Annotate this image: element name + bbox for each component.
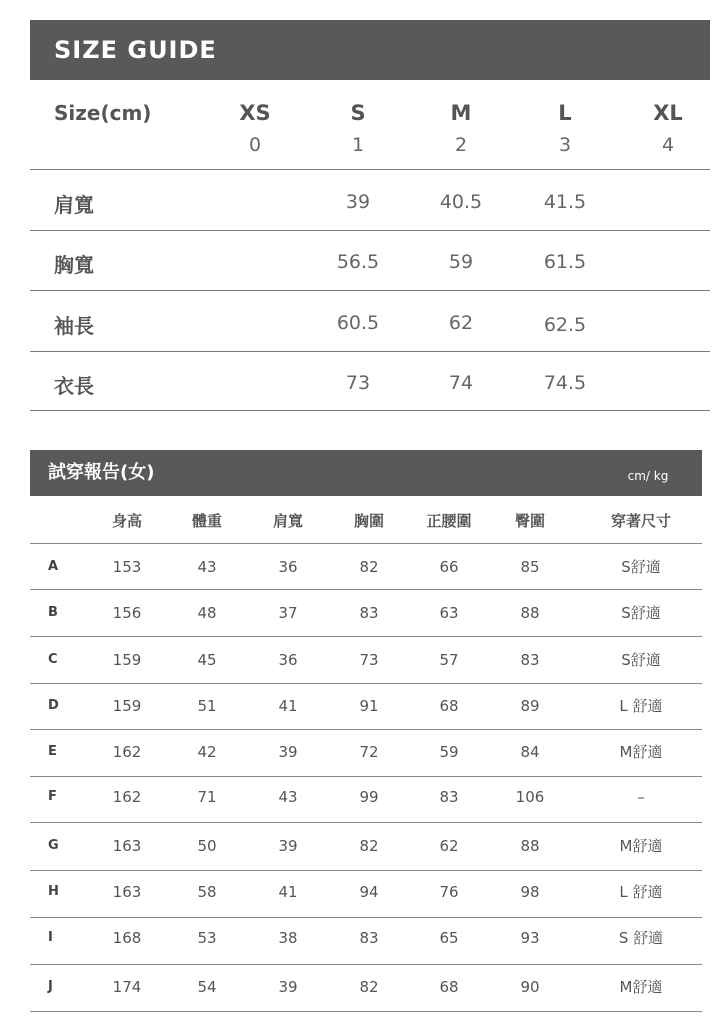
report-cell: 68 [439,697,459,715]
report-cell: 163 [112,883,142,901]
report-cell: 50 [197,837,217,855]
report-cell: 57 [439,651,459,669]
report-cell: 82 [359,558,379,576]
report-cell: 153 [112,558,142,576]
report-cell: 37 [278,604,298,622]
size-cell: 61.5 [543,251,587,273]
col-header-bust: 胸圍 [353,512,384,530]
report-cell: 36 [278,651,298,669]
size-guide-divider [30,230,710,231]
size-guide-title: SIZE GUIDE [54,36,217,64]
report-cell: 65 [439,929,459,947]
size-cell: 62.5 [543,314,587,336]
size-num-2: 2 [454,134,468,156]
report-cell: 83 [359,929,379,947]
size-num-3: 3 [558,134,572,156]
report-cell: 63 [439,604,459,622]
col-header-height: 身高 [111,512,142,530]
col-header-shoulder: 肩寬 [272,512,303,530]
report-cell: 36 [278,558,298,576]
report-cell: 82 [359,837,379,855]
report-cell: 162 [112,743,142,761]
report-cell: 76 [439,883,459,901]
size-cell: 56.5 [336,251,380,273]
report-divider [30,729,702,730]
report-cell: 39 [278,978,298,996]
fit-size-cell: S舒適 [621,651,661,669]
report-cell: 43 [197,558,217,576]
report-divider [30,822,702,823]
tester-label: C [48,652,58,667]
size-m: M [450,101,472,125]
report-cell: 38 [278,929,298,947]
report-cell: 73 [359,651,379,669]
report-cell: 68 [439,978,459,996]
fit-size-cell: L 舒適 [619,697,663,715]
report-cell: 43 [278,788,298,806]
fit-size-cell: S 舒適 [618,929,664,947]
report-divider [30,917,702,918]
row-label-sleeve: 袖長 [54,314,94,338]
report-cell: 88 [520,837,540,855]
tester-label: E [48,744,57,759]
size-num-1: 1 [351,134,365,156]
report-cell: 42 [197,743,217,761]
report-cell: 48 [197,604,217,622]
fit-size-cell: M舒適 [619,978,663,996]
report-divider [30,683,702,684]
size-guide-divider [30,351,710,352]
size-guide-divider [30,290,710,291]
report-cell: 106 [515,788,545,806]
report-cell: 41 [278,883,298,901]
report-cell: 91 [359,697,379,715]
tester-label: J [48,979,53,994]
size-s: S [350,101,366,125]
row-label-length: 衣長 [54,374,94,398]
size-xl: XL [653,101,683,125]
report-cell: 94 [359,883,379,901]
report-divider [30,636,702,637]
size-cell: 74.5 [543,372,587,394]
report-cell: 72 [359,743,379,761]
fit-size-cell: M舒適 [619,837,663,855]
size-xs: XS [239,101,271,125]
report-cell: 156 [112,604,142,622]
size-guide-divider [30,410,710,411]
report-cell: 88 [520,604,540,622]
report-unit: cm/ kg [627,469,669,483]
report-cell: 89 [520,697,540,715]
size-cell: 74 [448,372,474,394]
report-cell: 90 [520,978,540,996]
report-cell: 168 [112,929,142,947]
tester-label: G [48,838,59,853]
report-cell: 83 [359,604,379,622]
report-cell: 83 [520,651,540,669]
report-cell: 45 [197,651,217,669]
size-num-0: 0 [248,134,262,156]
row-label-chest: 胸寬 [54,253,94,277]
fit-size-cell: S舒適 [621,558,661,576]
size-cell: 40.5 [439,191,483,213]
report-divider [30,776,702,777]
report-cell: 62 [439,837,459,855]
report-cell: 85 [520,558,540,576]
report-cell: 39 [278,837,298,855]
report-cell: 93 [520,929,540,947]
size-cell: 41.5 [543,191,587,213]
size-l: L [558,101,572,125]
size-cell: 59 [448,251,474,273]
report-cell: 54 [197,978,217,996]
report-cell: 83 [439,788,459,806]
report-cell: 71 [197,788,217,806]
report-cell: 159 [112,651,142,669]
col-header-weight: 體重 [191,512,222,530]
tester-label: A [48,559,59,574]
report-cell: 99 [359,788,379,806]
report-cell: 84 [520,743,540,761]
col-header-fit-size: 穿著尺寸 [610,512,671,530]
report-cell: 58 [197,883,217,901]
report-divider [30,964,702,965]
report-title: 試穿報告(女) [48,462,155,483]
report-cell: 82 [359,978,379,996]
tester-label: I [48,930,53,945]
report-divider [30,1011,702,1012]
fit-size-cell: L 舒適 [619,883,663,901]
fit-size-cell: S舒適 [621,604,661,622]
size-label: Size(cm) [54,101,152,125]
fit-size-cell: – [637,788,645,806]
size-cell: 39 [345,191,371,213]
report-divider [30,589,702,590]
report-cell: 98 [520,883,540,901]
report-cell: 39 [278,743,298,761]
tester-label: D [48,698,59,713]
col-header-waist: 正腰圍 [426,512,472,530]
report-cell: 59 [439,743,459,761]
report-cell: 162 [112,788,142,806]
report-cell: 163 [112,837,142,855]
tester-label: F [48,789,57,804]
size-num-4: 4 [661,134,675,156]
row-label-shoulder: 肩寬 [54,193,94,217]
col-header-hip: 臀圍 [514,512,545,530]
report-divider [30,543,702,544]
size-guide-divider [30,169,710,170]
report-divider [30,870,702,871]
size-cell: 73 [345,372,371,394]
size-cell: 62 [448,312,474,334]
report-cell: 51 [197,697,217,715]
report-cell: 41 [278,697,298,715]
tester-label: H [48,884,59,899]
tester-label: B [48,605,58,620]
report-cell: 174 [112,978,142,996]
report-cell: 66 [439,558,459,576]
report-cell: 159 [112,697,142,715]
fit-size-cell: M舒適 [619,743,663,761]
size-cell: 60.5 [336,312,380,334]
report-cell: 53 [197,929,217,947]
